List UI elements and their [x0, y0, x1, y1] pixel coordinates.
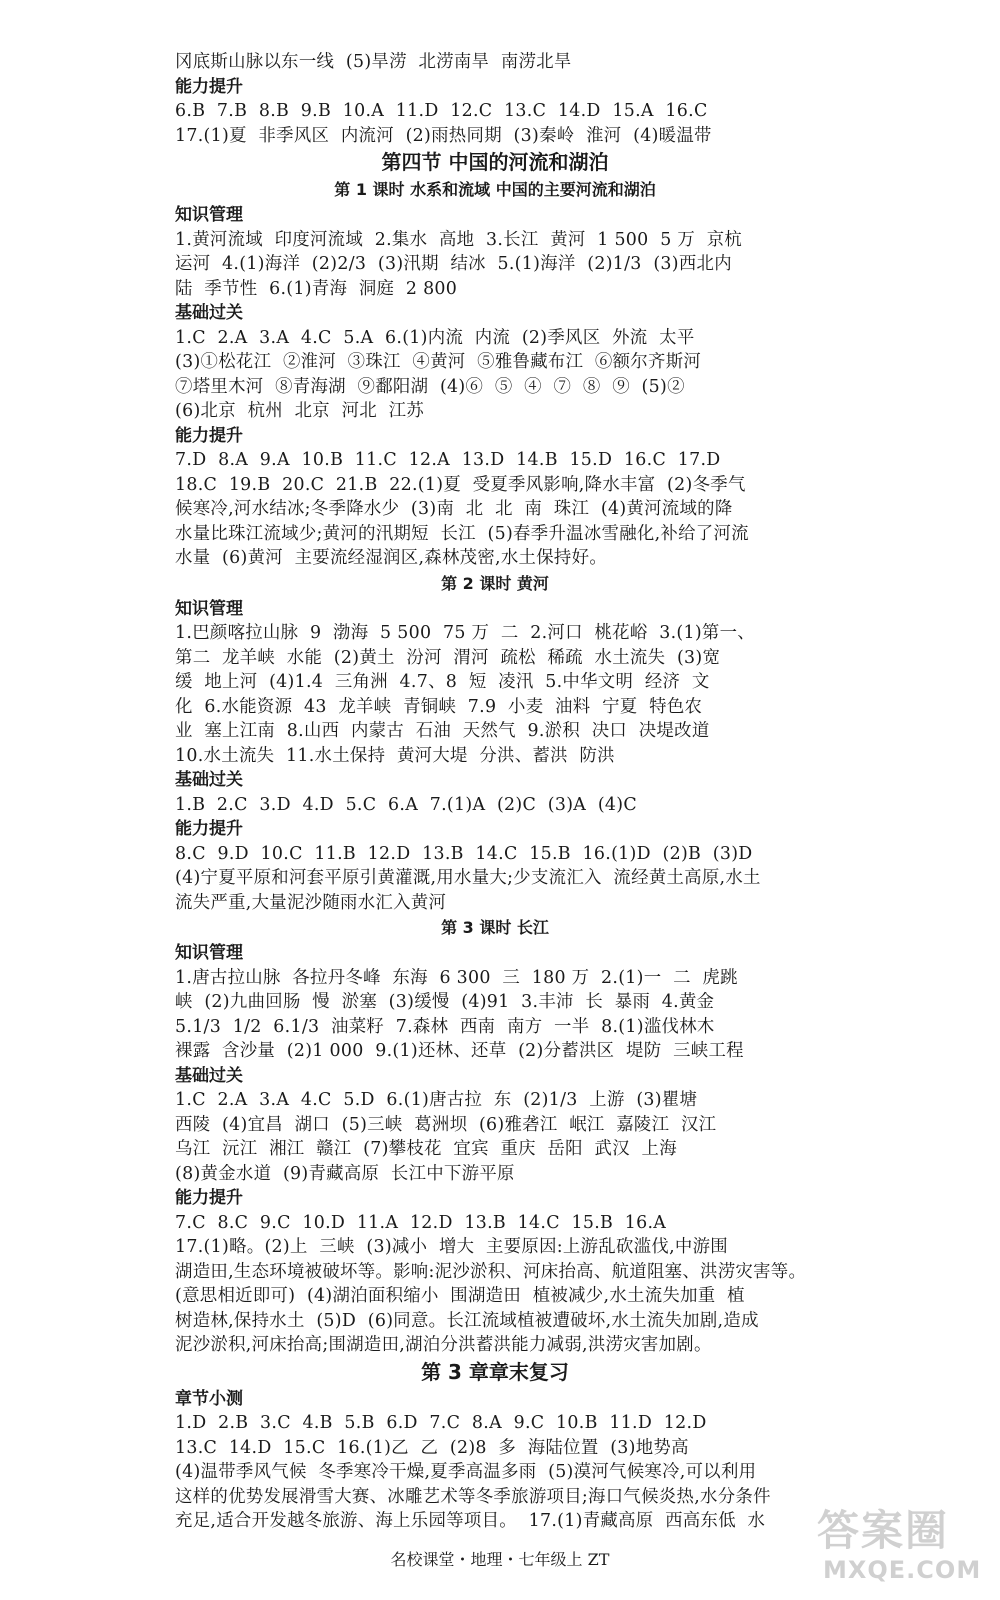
section-label: 知识管理 — [175, 205, 243, 225]
watermark — [817, 1498, 982, 1590]
answer-line: 1.巴颜喀拉山脉 9 渤海 5 500 75 万 二 2.河口 桃花峪 3.(1)第一、 — [175, 623, 755, 643]
answer-line: 湖造田,生态环境被破坏等。影响:泥沙淤积、河床抬高、航道阻塞、洪涝灾害等。 — [175, 1261, 807, 1282]
section-label: 基础过关 — [175, 1065, 243, 1086]
answer-line: 这样的优势发展滑雪大赛、冰雕艺术等冬季旅游项目;海口气候炎热,水分条件 — [175, 1486, 771, 1507]
answer-line: ⑦塔里木河 ⑧青海湖 ⑨鄱阳湖 (4)⑥ ⑤ ④ ⑦ ⑧ ⑨ (5)② — [175, 376, 685, 397]
answer-line: 1.C 2.A 3.A 4.C 5.A 6.(1)内流 内流 (2)季风区 外流 太平 — [175, 327, 695, 348]
answer-line: 7.C 8.C 9.C 10.D 11.A 12.D 13.B 14.C 15.B 16.A — [175, 1212, 667, 1233]
answer-line: 峡 (2)九曲回肠 慢 淤塞 (3)缓慢 (4)91 3.丰沛 长 暴雨 4.黄金 — [175, 992, 715, 1012]
answer-line: 陆 季节性 6.(1)青海 洞庭 2 800 — [175, 278, 458, 299]
section-label: 基础过关 — [175, 303, 243, 323]
answer-line: (4)温带季风气候 冬季寒冷干燥,夏季高温多雨 (5)漠河气候寒冷,可以利用 — [175, 1462, 757, 1482]
answer-line: 冈底斯山脉以东一线 (5)旱涝 北涝南旱 南涝北旱 — [175, 52, 572, 72]
answer-line: 流失严重,大量泥沙随雨水汇入黄河 — [175, 892, 447, 913]
section-label: 能力提升 — [175, 76, 243, 97]
answer-line: 候寒冷,河水结冰;冬季降水少 (3)南 北 北 南 珠江 (4)黄河流域的降 — [175, 499, 733, 519]
answer-line: 7.D 8.A 9.A 10.B 11.C 12.A 13.D 14.B 15.D 16.C 17.D — [175, 450, 721, 470]
answer-line: 缓 地上河 (4)1.4 三角洲 4.7、8 短 凌汛 5.中华文明 经济 文 — [175, 672, 710, 692]
answer-line: (意思相近即可) (4)湖泊面积缩小 围湖造田 植被减少,水土流失加重 植 — [175, 1286, 745, 1306]
section-title: 第四节 中国的河流和湖泊 — [381, 150, 609, 174]
answer-line: 业 塞上江南 8.山西 内蒙古 石油 天然气 9.淤积 决口 决堤改道 — [175, 721, 710, 741]
section-label: 能力提升 — [175, 1188, 243, 1208]
answer-line: 裸露 含沙量 (2)1 000 9.(1)还林、还草 (2)分蓄洪区 堤防 三峡工程 — [175, 1041, 744, 1061]
answer-line: 化 6.水能资源 43 龙羊峡 青铜峡 7.9 小麦 油料 宁夏 特色农 — [175, 696, 703, 717]
answer-line: (4)宁夏平原和河套平原引黄灌溉,用水量大;少支流汇入 流经黄土高原,水土 — [175, 868, 761, 888]
answer-line: 17.(1)夏 非季风区 内流河 (2)雨热同期 (3)秦岭 淮河 (4)暖温带 — [175, 125, 712, 146]
answer-line: 13.C 14.D 15.C 16.(1)乙 乙 (2)8 多 海陆位置 (3)地势高 — [175, 1437, 689, 1458]
watermark-logo: 答案圈 — [817, 1506, 950, 1555]
answer-line: (6)北京 杭州 北京 河北 江苏 — [175, 401, 425, 421]
watermark-url: MXQE.COM — [823, 1556, 982, 1584]
answer-line: 1.C 2.A 3.A 4.C 5.D 6.(1)唐古拉 东 (2)1/3 上游 (3)瞿塘 — [175, 1090, 698, 1110]
answer-line: 1.黄河流域 印度河流域 2.集水 高地 3.长江 黄河 1 500 5 万 京杭 — [175, 229, 743, 250]
answer-line: 10.水土流失 11.水土保持 黄河大堤 分洪、蓄洪 防洪 — [175, 745, 615, 766]
section-label: 知识管理 — [175, 598, 243, 619]
lesson-title: 第 1 课时 水系和流域 中国的主要河流和湖泊 — [334, 180, 656, 199]
answer-line: 树造林,保持水土 (5)D (6)同意。长江流域植被遭破坏,水土流失加剧,造成 — [175, 1310, 759, 1331]
answer-line: 6.B 7.B 8.B 9.B 10.A 11.D 12.C 13.C 14.D 15.A 16.C — [175, 101, 708, 121]
answer-line: 运河 4.(1)海洋 (2)2/3 (3)汛期 结冰 5.(1)海洋 (2)1/3 (3)西北内 — [175, 254, 732, 274]
answer-line: 1.唐古拉山脉 各拉丹冬峰 东海 6 300 三 180 万 2.(1)一 二 虎跳 — [175, 967, 738, 988]
answer-line: 水量比珠江流域少;黄河的汛期短 长江 (5)春季升温冰雪融化,补给了河流 — [175, 523, 749, 544]
section-title: 第 3 章章末复习 — [421, 1359, 569, 1384]
answer-line: 泥沙淤积,河床抬高;围湖造田,湖泊分洪蓄洪能力减弱,洪涝灾害加剧。 — [175, 1335, 712, 1355]
answer-line: 18.C 19.B 20.C 21.B 22.(1)夏 受夏季风影响,降水丰富 (2)冬季气 — [175, 474, 746, 495]
section-label: 章节小测 — [175, 1388, 243, 1409]
answer-line: 乌江 沅江 湘江 赣江 (7)攀枝花 宜宾 重庆 岳阳 武汉 上海 — [175, 1139, 677, 1159]
answer-content — [175, 50, 970, 1534]
page-footer: 名校课堂・地理・七年级上 ZT — [390, 1550, 610, 1569]
answer-line: 第二 龙羊峡 水能 (2)黄土 汾河 渭河 疏松 稀疏 水土流失 (3)宽 — [175, 647, 721, 668]
section-label: 能力提升 — [175, 425, 243, 446]
section-label: 基础过关 — [175, 770, 243, 790]
answer-line: (8)黄金水道 (9)青藏高原 长江中下游平原 — [175, 1163, 515, 1184]
answer-line: 充足,适合开发越冬旅游、海上乐园等项目。 17.(1)青藏高原 西高东低 水 — [175, 1511, 766, 1531]
answer-line: 水量 (6)黄河 主要流经湿润区,森林茂密,水土保持好。 — [175, 548, 608, 568]
lesson-title: 第 3 课时 长江 — [441, 918, 549, 937]
answer-line: 8.C 9.D 10.C 11.B 12.D 13.B 14.C 15.B 16.(1)D (2)B (3)D — [175, 843, 753, 864]
answer-line: 1.B 2.C 3.D 4.D 5.C 6.A 7.(1)A (2)C (3)A (4)C — [175, 794, 637, 815]
answer-line: (3)①松花江 ②淮河 ③珠江 ④黄河 ⑤雅鲁藏布江 ⑥额尔齐斯河 — [175, 352, 702, 372]
lesson-title: 第 2 课时 黄河 — [441, 573, 549, 593]
answer-line: 西陵 (4)宜昌 湖口 (5)三峡 葛洲坝 (6)雅砻江 岷江 嘉陵江 汉江 — [175, 1114, 717, 1135]
section-label: 知识管理 — [175, 943, 243, 963]
answer-line: 5.1/3 1/2 6.1/3 油菜籽 7.森林 西南 南方 一半 8.(1)滥伐林木 — [175, 1016, 715, 1037]
answer-line: 17.(1)略。(2)上 三峡 (3)减小 增大 主要原因:上游乱砍滥伐,中游围 — [175, 1237, 728, 1257]
answer-line: 1.D 2.B 3.C 4.B 5.B 6.D 7.C 8.A 9.C 10.B 11.D 12.D — [175, 1413, 707, 1433]
section-label: 能力提升 — [175, 819, 243, 839]
